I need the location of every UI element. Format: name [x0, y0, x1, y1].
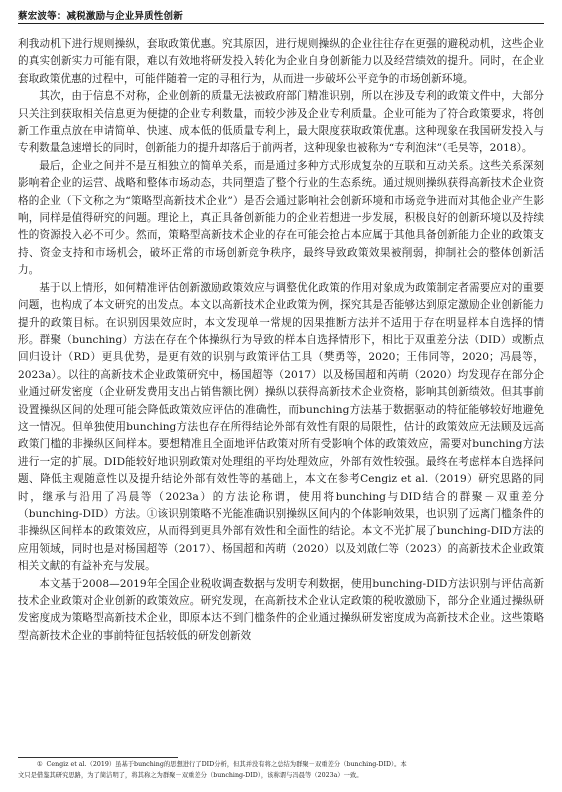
footnotes [18, 760, 544, 781]
footnote-rule [18, 757, 178, 758]
footnote-text: 文只是借鉴其研究思路，为了简洁明了，将其称之为群聚－双重差分（bunching-DID），该称谓与冯晨等（2023a）一致。 [18, 771, 363, 779]
footnote-continuation [18, 771, 544, 782]
footnote-mark: ① [36, 761, 43, 768]
paragraph: 利我动机下进行规则操纵，套取政策优惠。究其原因，进行规则操纵的企业往往存在更强的避税动机，这些企业的真实创新实力可能有限，难以有效地将研发投入转化为企业自身创新能力以及经营绩效的提升。同时，在企业套取政策优惠的过程中，可能伴随着一定的寻租行为，从而进一步破坏公平竞争的市场创新环境。 [18, 38, 544, 85]
footnote-text: Cengiz et al.（2019）虽基于bunching的思想进行了DID分析，但其并没有将之总结为群聚－双重差分（bunching-DID）。本 [46, 761, 407, 768]
running-header: 蔡宏波等：减税激励与企业异质性创新 [18, 11, 183, 22]
paragraph: 基于以上情形，如何精准评估创新激励政策效应与调整优化政策的作用对象成为政策制定者需要应对的重要问题，也构成了本文研究的出发点。本文以高新技术企业政策为例，探究其是否能够达到原定激励企业创新能力提升的政策目标。在识别因果效应时，本文发现单一常规的因果推断方法并不适用于存在明显样本自选择的情形。群聚（bunching）方法在存在个体操纵行为导致的样本自选择情形下，相比于双重差分法（DID）或断点回归设计（RD）更具优势，是更有效的识别与政策评估工具（樊勇等，2020；王伟同等，2020；冯晨等，2023a）。以往的高新技术企业政策研究中，杨国超等（2017）以及杨国超和芮萌（2020）均发现存在部分企业通过研发密度（企业研发费用支出占销售额比例）操纵以获得高新技术企业资格，影响其创新绩效。但其事前设置操纵区间的处理可能会降低政策效应评估的准确性，而bunching方法基于数据驱动的特征能够较好地避免这一情况。但单独使用bunching方法也存在所得结论外部有效性有限的局限性，估计的政策效应无法顾及远高政策门槛的非操纵区间样本。要想精准且全面地评估政策对所有受影响个体的政策效应，需要对bunching方法进行一定的扩展。DID能较好地识别政策对处理组的平均处理效应，外部有效性较强。最终在考虑样本自选择问题、降低主观随意性以及提升结论外部有效性等的基础上，本文在参考Cengiz et al.（2019）研究思路的同时，继承与沿用了冯晨等（2023a）的方法论称谓，使用将bunching与DID结合的群聚－双重差分（bunching-DID）方法。①该识别策略不光能准确识别操纵区间内的个体影响效果，也识别了远离门槛条件的非操纵区间样本的政策效应，从而得到更具外部有效性和全面性的结论。本文不光扩展了bunching-DID方法的应用领域，同时也是对杨国超等（2017）、杨国超和芮萌（2020）以及刘啟仁等（2023）的高新技术企业政策相关文献的有益补充与发展。 [18, 281, 544, 573]
header-rule [18, 23, 544, 24]
footnote [18, 760, 544, 771]
body-text [18, 36, 544, 645]
paragraph: 最后，企业之间并不是互相独立的简单关系，而是通过多种方式形成复杂的互联和互动关系。这些关系深刻影响着企业的运营、战略和整体市场动态，共同塑造了整个行业的生态系统。通过规则操纵获得高新技术企业资格的企业（下文称之为“策略型高新技术企业”）是否会通过影响社会创新环境和市场竞争进而对其他企业产生影响，同样是值得研究的问题。理论上，真正具备创新能力的企业若想进一步发展，积极良好的创新环境以及持续性的资源投入必不可少。然而，策略型高新技术企业的存在可能会抢占本应属于其他具备创新能力企业的政策支持、资金支持和市场机会，破坏正常的市场创新竞争秩序，最终导致政策效果被削弱，抑制社会的整体创新活力。 [18, 159, 544, 277]
paragraph: 本文基于2008—2019年全国企业税收调查数据与发明专利数据，使用bunching-DID方法识别与评估高新技术企业政策对企业创新的政策效应。研究发现，在高新技术企业认定政策的税收激励下，部分企业通过操纵研发密度成为策略型高新技术企业，即原本达不到门槛条件的企业通过操纵研发密度成为高新技术企业。这些策略型高新技术企业的事前特征包括较低的研发创新效 [18, 577, 544, 642]
paragraph: 其次，由于信息不对称，企业创新的质量无法被政府部门精准识别，所以在涉及专利的政策文件中，大部分只关注到获取相关信息更为便捷的企业专利数量，而较少涉及企业专利质量。企业可能为了符合政策要求，将创新工作重点放在申请简单、快速、成本低的低质量专利上，最大限度获取政策优惠。这种现象在我国研发投入与专利数量急速增长的同时，创新能力的提升却落后于前两者，这种现象也被称为“专利泡沫”（毛昊等，2018）。 [18, 90, 544, 155]
